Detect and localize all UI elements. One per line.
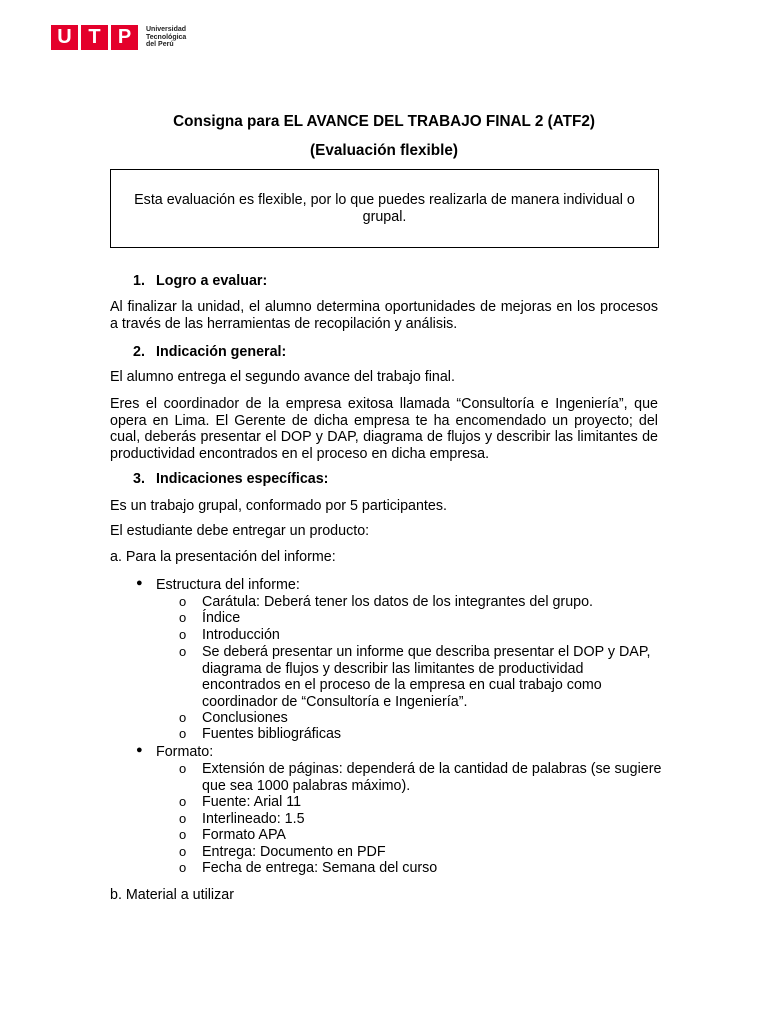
circle-bullet-icon: o <box>179 726 187 741</box>
utp-logo <box>51 25 186 50</box>
format-item: Fecha de entrega: Semana del curso <box>202 860 438 876</box>
bullet-icon: ● <box>136 744 143 756</box>
section-1-title: Logro a evaluar: <box>156 273 268 289</box>
structure-item: Se deberá presentar un informe que describa presentar el DOP y DAP, diagrama de flujos y describir las limitantes de productividad encontrados en el proceso de la empresa en cual trabajo como coordinador de “Consultoría e Ingeniería”. <box>202 644 651 710</box>
section-3-title: Indicaciones específicas: <box>156 471 329 487</box>
circle-bullet-icon: o <box>179 794 187 809</box>
section-2-number: 2. <box>133 344 145 360</box>
logo-letter-u: U <box>51 25 78 50</box>
structure-item: Conclusiones <box>202 710 288 726</box>
circle-bullet-icon: o <box>179 594 187 609</box>
section-3-paragraph-1: Es un trabajo grupal, conformado por 5 participantes. <box>110 498 447 514</box>
section-3-number: 3. <box>133 471 145 487</box>
section-3-sub-b: b. Material a utilizar <box>110 887 234 903</box>
structure-item: Fuentes bibliográficas <box>202 726 342 742</box>
document-subtitle: (Evaluación flexible) <box>310 142 458 159</box>
structure-item: Índice <box>202 610 241 626</box>
section-3-sub-a: a. Para la presentación del informe: <box>110 549 336 565</box>
notice-box <box>110 169 659 248</box>
format-item: Interlineado: 1.5 <box>202 811 305 827</box>
circle-bullet-icon: o <box>179 627 187 642</box>
circle-bullet-icon: o <box>179 844 187 859</box>
format-item: Entrega: Documento en PDF <box>202 844 386 860</box>
structure-item: Carátula: Deberá tener los datos de los integrantes del grupo. <box>202 594 594 610</box>
circle-bullet-icon: o <box>179 811 187 826</box>
circle-bullet-icon: o <box>179 860 187 875</box>
format-item: Fuente: Arial 11 <box>202 794 302 810</box>
format-item: Formato APA <box>202 827 286 843</box>
section-1-text: Al finalizar la unidad, el alumno determina oportunidades de mejoras en los procesos a través de las herramientas de recopilación y análisis. <box>110 299 658 332</box>
section-2-paragraph-1: El alumno entrega el segundo avance del trabajo final. <box>110 369 455 385</box>
logo-letter-p: P <box>111 25 138 50</box>
logo-letter-t: T <box>81 25 108 50</box>
section-1-number: 1. <box>133 273 145 289</box>
format-item: Extensión de páginas: dependerá de la cantidad de palabras (se sugiere que sea 1000 palabras máximo). <box>202 761 662 794</box>
section-2-paragraph-2: Eres el coordinador de la empresa exitosa llamada “Consultoría e Ingeniería”, que opera en Lima. El Gerente de dicha empresa te ha encomendado un proyecto; del cual, deberás presentar el DOP y DAP, diagrama de flujos y describir las limitantes de productividad encontrados en el proceso en dicha empresa. <box>110 396 658 462</box>
circle-bullet-icon: o <box>179 644 187 659</box>
section-2-title: Indicación general: <box>156 344 287 360</box>
section-3-paragraph-2: El estudiante debe entregar un producto: <box>110 523 370 539</box>
circle-bullet-icon: o <box>179 610 187 625</box>
notice-text: Esta evaluación es flexible, por lo que puedes realizarla de manera individual o grupal. <box>134 192 635 225</box>
structure-item: Introducción <box>202 627 280 643</box>
logo-text-line-2: Tecnológica <box>146 33 187 41</box>
document-title: Consigna para EL AVANCE DEL TRABAJO FINAL 2 (ATF2) <box>173 113 595 130</box>
bullet-structure: Estructura del informe: <box>156 577 300 593</box>
logo-text <box>146 26 186 49</box>
bullet-icon: ● <box>136 577 143 589</box>
bullet-format: Formato: <box>156 744 214 760</box>
circle-bullet-icon: o <box>179 761 187 776</box>
circle-bullet-icon: o <box>179 827 187 842</box>
logo-text-line-3: del Perú <box>146 41 174 49</box>
logo-text-line-1: Universidad <box>146 26 187 34</box>
circle-bullet-icon: o <box>179 710 187 725</box>
